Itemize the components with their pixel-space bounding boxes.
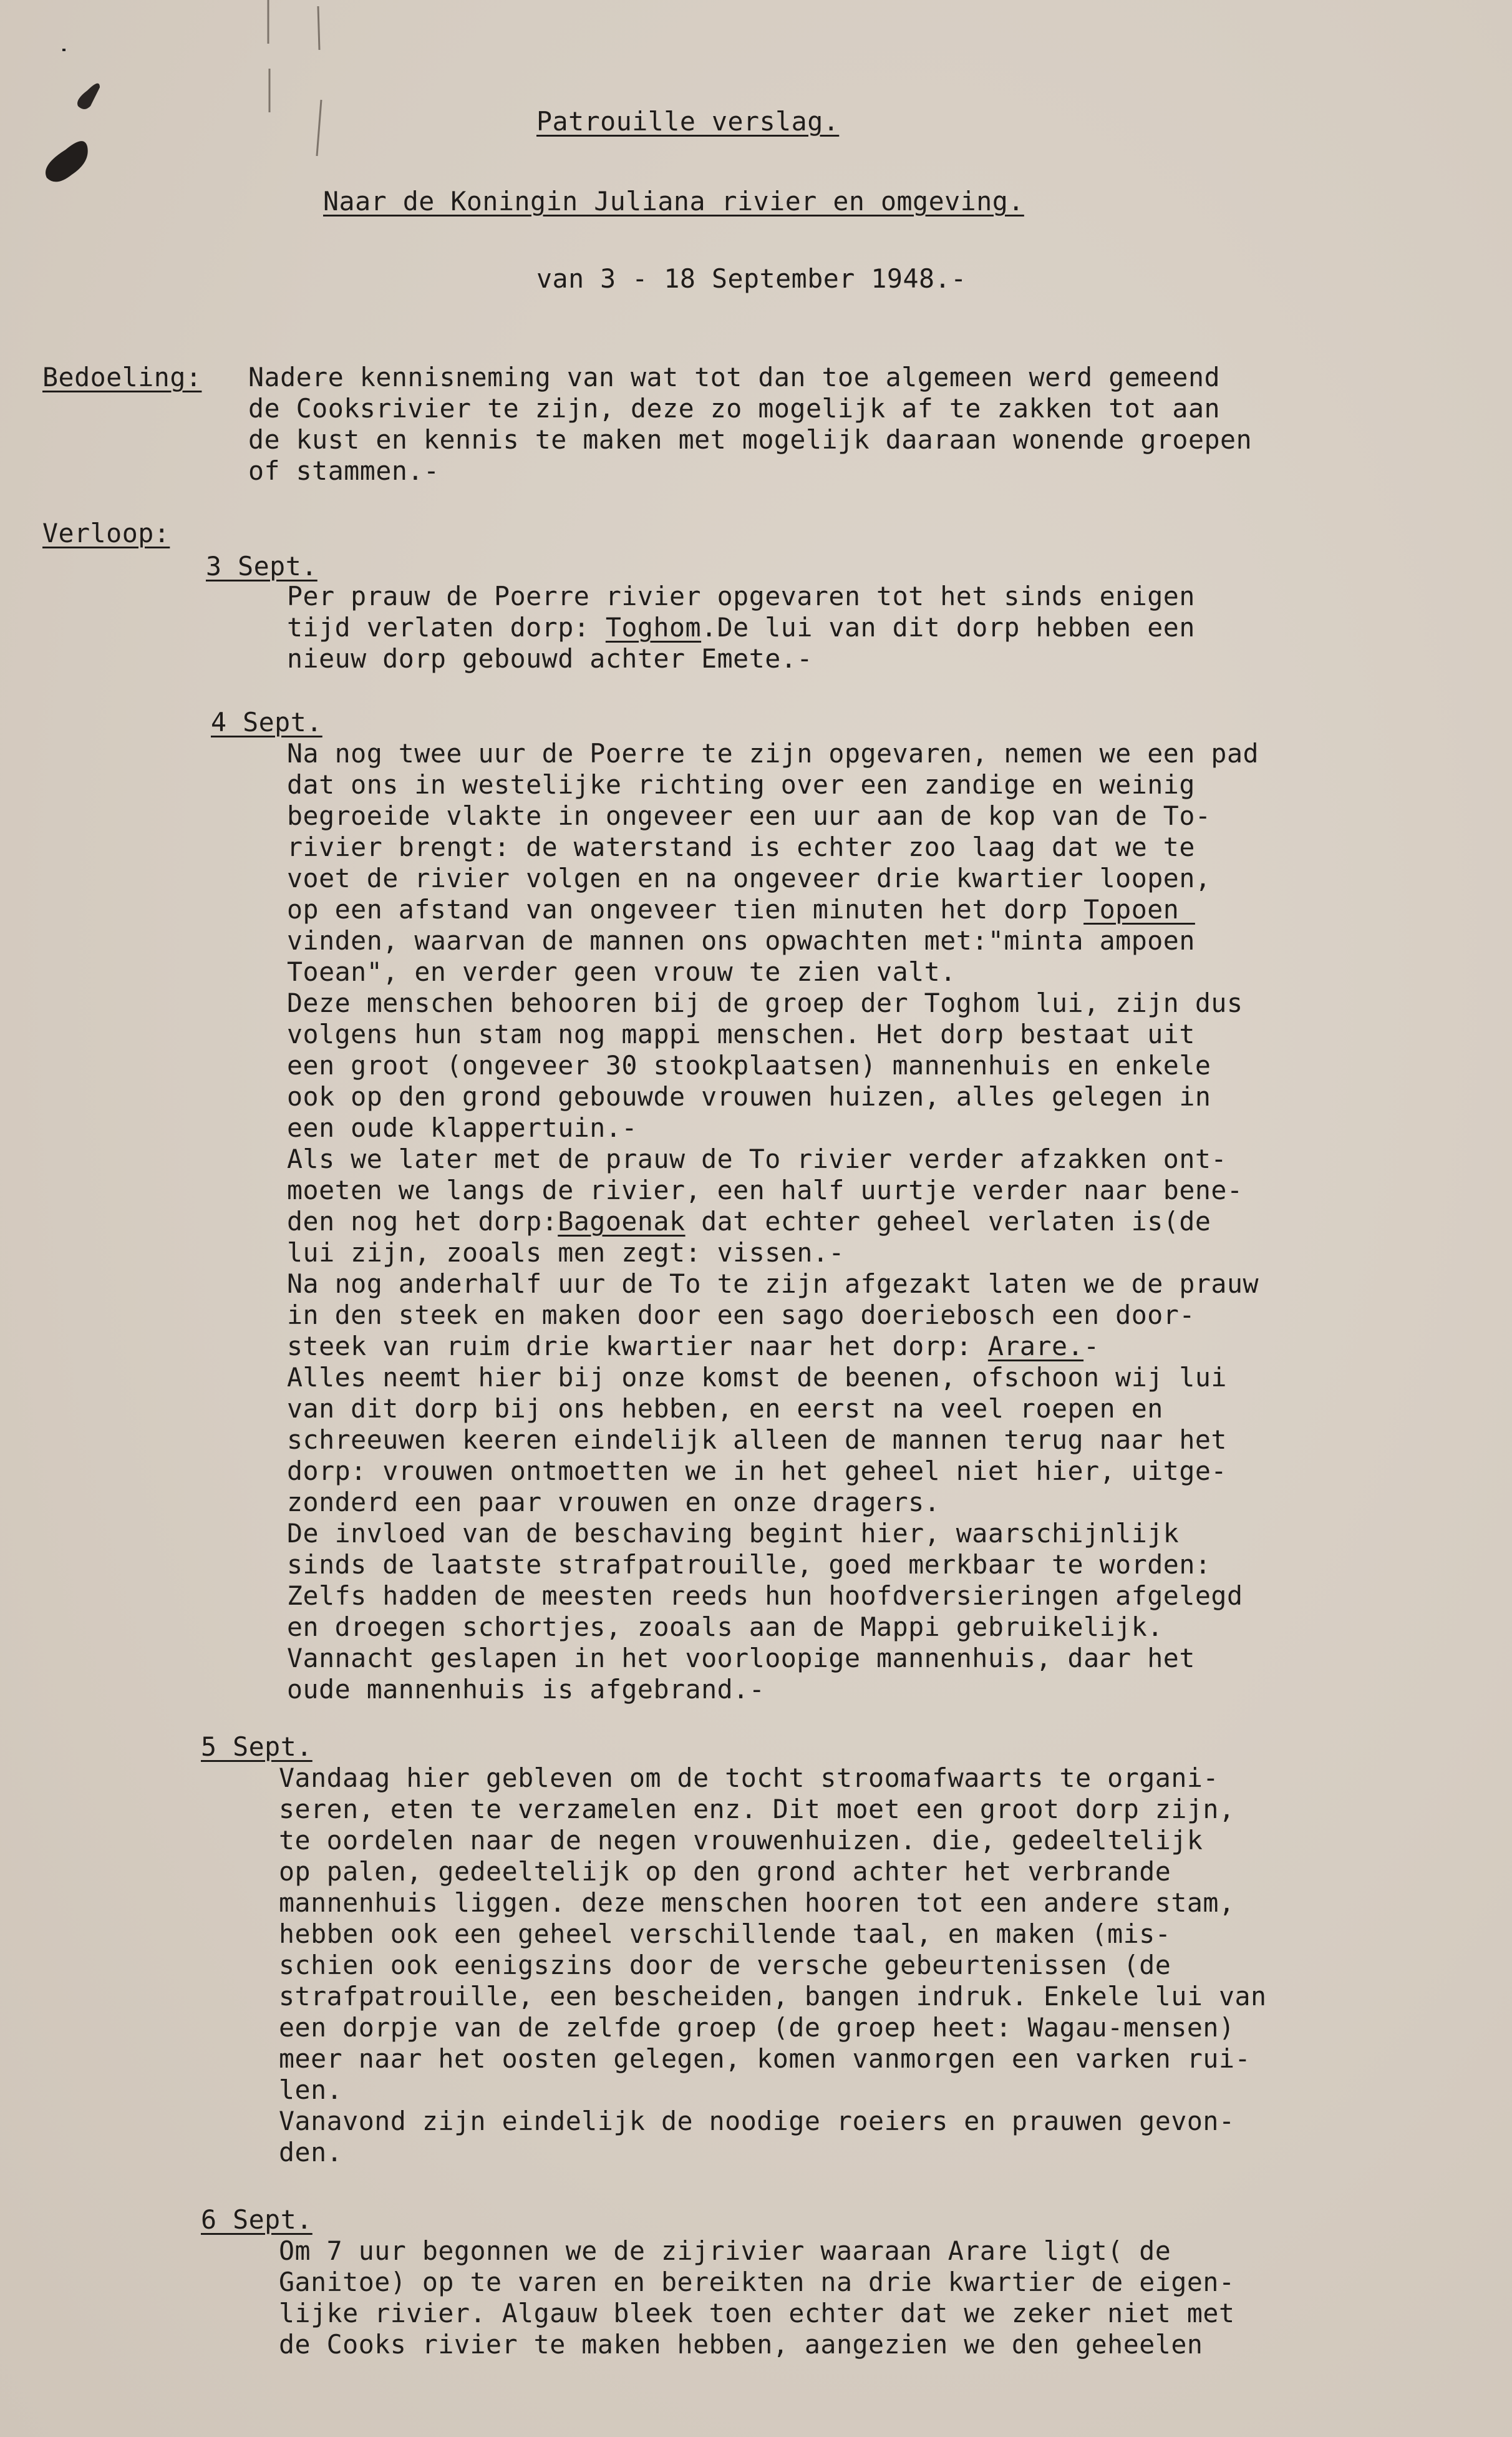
bedoeling-paragraph: [248, 362, 1252, 487]
text-line: de Cooksrivier te zijn, deze zo mogelijk af te zakken tot aan: [248, 393, 1221, 424]
text-line: vinden, waarvan de mannen ons opwachten met:"minta ampoen: [287, 925, 1195, 956]
text-line: te oordelen naar de negen vrouwenhuizen. die, gedeeltelijk: [279, 1825, 1203, 1856]
text-line: strafpatrouille, een bescheiden, bangen indruk. Enkele lui van: [279, 1981, 1267, 2011]
entry-paragraph: [287, 738, 1259, 1705]
entry-date: 4 Sept.: [211, 707, 322, 737]
text-line: Alles neemt hier bij onze komst de beenen, ofschoon wij lui: [287, 1362, 1227, 1393]
text-line: op palen, gedeeltelijk op den grond achter het verbrande: [279, 1856, 1171, 1887]
text-line: een groot (ongeveer 30 stookplaatsen) mannenhuis en enkele: [287, 1050, 1211, 1081]
text-line: Als we later met de prauw de To rivier verder afzakken ont-: [287, 1144, 1227, 1174]
place-name: Toghom: [605, 612, 702, 643]
text-line: mannenhuis liggen. deze menschen hooren tot een andere stam,: [279, 1887, 1235, 1918]
text-line: rivier brengt: de waterstand is echter zoo laag dat we te: [287, 832, 1195, 862]
text-line: Na nog anderhalf uur de To te zijn afgezakt laten we de prauw: [287, 1268, 1259, 1299]
text-line: seren, eten te verzamelen enz. Dit moet een groot dorp zijn,: [279, 1794, 1235, 1824]
text-line: schien ook eenigszins door de versche gebeurtenissen (de: [279, 1950, 1171, 1980]
text-line: van dit dorp bij ons hebben, en eerst na veel roepen en: [287, 1393, 1163, 1424]
text-line: den nog het dorp:Bagoenak dat echter geheel verlaten is(de: [287, 1206, 1211, 1237]
text-line: De invloed van de beschaving begint hier, waarschijnlijk: [287, 1518, 1180, 1549]
text-line: Vannacht geslapen in het voorloopige mannenhuis, daar het: [287, 1643, 1195, 1673]
text-line: Nadere kennisneming van wat tot dan toe algemeen werd gemeend: [248, 362, 1221, 392]
place-name: Arare.: [987, 1331, 1084, 1361]
text-line: de Cooks rivier te maken hebben, aangezien we den geheelen: [279, 2329, 1203, 2360]
text-line: Ganitoe) op te varen en bereikten na drie kwartier de eigen-: [279, 2267, 1235, 2297]
text-line: schreeuwen keeren eindelijk alleen de mannen terug naar het: [287, 1424, 1227, 1455]
document-dates: van 3 - 18 September 1948.-: [536, 263, 967, 294]
text-line: begroeide vlakte in ongeveer een uur aan de kop van de To-: [287, 800, 1211, 831]
text-line: lui zijn, zooals men zegt: vissen.-: [287, 1237, 845, 1268]
document-title: Patrouille verslag.: [536, 106, 840, 137]
text-line: Deze menschen behooren bij de groep der Toghom lui, zijn dus: [287, 988, 1243, 1018]
text-line: meer naar het oosten gelegen, komen vanmorgen een varken rui-: [279, 2043, 1251, 2074]
text-line: zonderd een paar vrouwen en onze dragers.: [287, 1487, 941, 1517]
text-line: volgens hun stam nog mappi menschen. Het dorp bestaat uit: [287, 1019, 1195, 1049]
text-line: tijd verlaten dorp: Toghom.De lui van dit dorp hebben een: [287, 612, 1195, 643]
entry-date: 3 Sept.: [206, 551, 317, 581]
text-line: Vanavond zijn eindelijk de noodige roeiers en prauwen gevon-: [279, 2106, 1235, 2136]
text-line: of stammen.-: [248, 455, 440, 486]
text-line: dat ons in westelijke richting over een zandige en weinig: [287, 769, 1195, 800]
text-line: ook op den grond gebouwde vrouwen huizen, alles gelegen in: [287, 1081, 1211, 1112]
text-line: Zelfs hadden de meesten reeds hun hoofdversieringen afgelegd: [287, 1580, 1243, 1611]
place-name: Topoen: [1083, 894, 1195, 925]
place-name: Bagoenak: [558, 1206, 686, 1237]
text-line: een dorpje van de zelfde groep (de groep heet: Wagau-mensen): [279, 2012, 1235, 2043]
text-line: voet de rivier volgen en na ongeveer drie kwartier loopen,: [287, 863, 1211, 893]
bedoeling-label: Bedoeling:: [42, 362, 202, 392]
text-line: en droegen schortjes, zooals aan de Mappi gebruikelijk.: [287, 1612, 1163, 1642]
text-line: lijke rivier. Algauw bleek toen echter dat we zeker niet met: [279, 2298, 1235, 2328]
ink-stain-mark: [37, 37, 125, 212]
verloop-label: Verloop:: [42, 518, 170, 548]
margin-tear-mark: [262, 0, 324, 162]
entry-paragraph: [287, 581, 1195, 674]
text-line: sinds de laatste strafpatrouille, goed merkbaar te worden:: [287, 1549, 1211, 1580]
text-line: Na nog twee uur de Poerre te zijn opgevaren, nemen we een pad: [287, 738, 1259, 769]
text-line: Toean", en verder geen vrouw te zien valt.: [287, 956, 956, 987]
text-line: op een afstand van ongeveer tien minuten het dorp Topoen: [287, 894, 1195, 925]
entry-paragraph: [279, 1763, 1267, 2168]
text-line: oude mannenhuis is afgebrand.-: [287, 1674, 765, 1705]
text-line: den.: [279, 2137, 343, 2167]
text-line: een oude klappertuin.-: [287, 1112, 637, 1143]
text-line: de kust en kennis te maken met mogelijk daaraan wonende groepen: [248, 424, 1253, 455]
text-line: steek van ruim drie kwartier naar het dorp: Arare.-: [287, 1331, 1100, 1361]
entry-paragraph: [279, 2235, 1235, 2360]
text-line: len.: [279, 2075, 343, 2105]
text-line: in den steek en maken door een sago doeriebosch een door-: [287, 1300, 1195, 1330]
text-line: moeten we langs de rivier, een half uurtje verder naar bene-: [287, 1175, 1243, 1205]
text-line: dorp: vrouwen ontmoetten we in het geheel niet hier, uitge-: [287, 1456, 1227, 1486]
text-line: Per prauw de Poerre rivier opgevaren tot het sinds enigen: [287, 581, 1195, 611]
entry-date: 5 Sept.: [201, 1731, 313, 1762]
text-line: Vandaag hier gebleven om de tocht stroomafwaarts te organi-: [279, 1763, 1219, 1793]
text-line: nieuw dorp gebouwd achter Emete.-: [287, 643, 813, 674]
text-line: hebben ook een geheel verschillende taal, en maken (mis-: [279, 1919, 1171, 1949]
entry-date: 6 Sept.: [201, 2204, 313, 2235]
text-line: Om 7 uur begonnen we de zijrivier waaraan Arare ligt( de: [279, 2235, 1171, 2266]
document-subtitle: Naar de Koningin Juliana rivier en omgeving.: [323, 186, 1024, 216]
